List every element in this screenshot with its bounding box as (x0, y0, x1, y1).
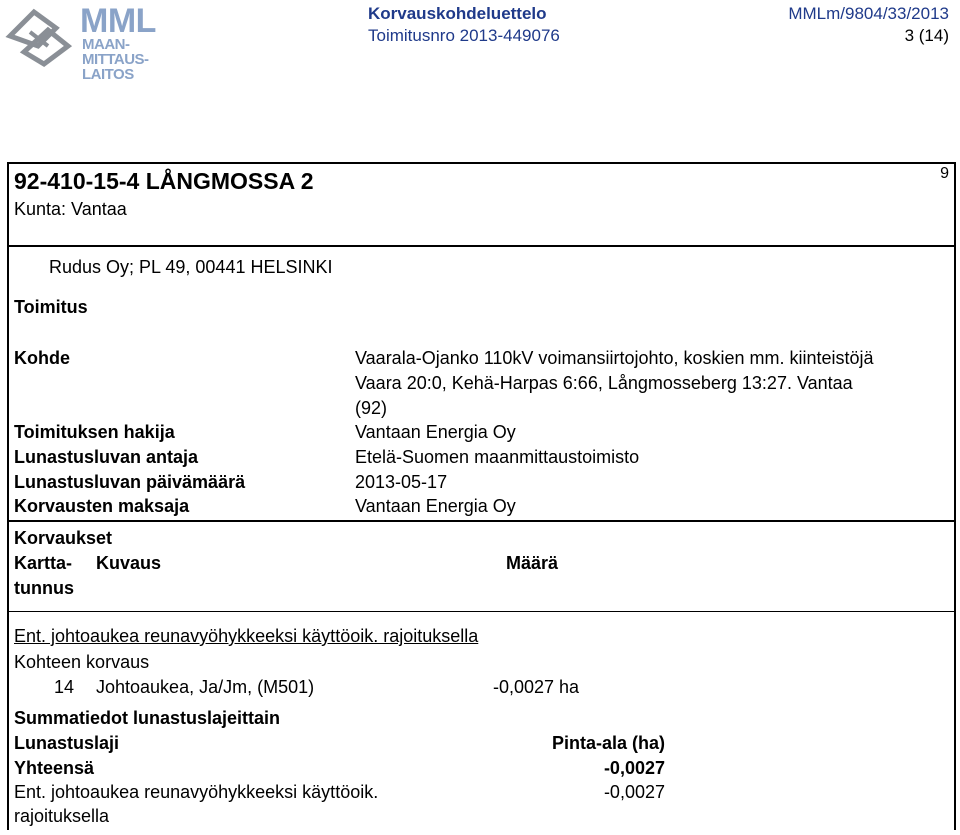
value-kohde-line-3: (92) (355, 398, 388, 418)
summary-total-value: -0,0027 (603, 758, 665, 778)
doc-ref: MMLm/9804/33/2013 (788, 4, 949, 23)
korvaukset-heading: Korvaukset (14, 528, 113, 548)
summary-col-area: Pinta-ala (ha) (551, 733, 665, 753)
property-title: 92-410-15-4 LÅNGMOSSA 2 (14, 168, 314, 194)
value-maksaja: Vantaan Energia Oy (355, 496, 516, 516)
col-header-description: Kuvaus (96, 553, 162, 573)
logo-line-2: MAAN- (82, 36, 130, 53)
value-luvan-antaja: Etelä-Suomen maanmittaustoimisto (355, 447, 640, 467)
delivery-number: Toimitusnro 2013-449076 (368, 26, 560, 45)
logo-line-4: LAITOS (82, 66, 134, 83)
summary-row-area: -0,0027 (603, 782, 665, 802)
toimitus-heading: Toimitus (14, 297, 88, 317)
doc-title: Korvauskohdeluettelo (368, 4, 547, 23)
value-kohde-line-1: Vaarala-Ojanko 110kV voimansiirtojohto, koskien mm. kiinteistöjä (355, 348, 874, 368)
summary-col-type: Lunastuslaji (14, 733, 120, 753)
col-header-amount: Määrä (506, 553, 559, 573)
logo-line-1: MML (80, 2, 156, 40)
compensation-group-title: Ent. johtoaukea reunavyöhykkeeksi käyttöoik. rajoituksella (14, 626, 479, 646)
label-luvan-paivamaara: Lunastusluvan päivämäärä (14, 472, 246, 492)
divider-before-korvaukset (7, 520, 956, 522)
label-hakija: Toimituksen hakija (14, 422, 175, 442)
label-maksaja: Korvausten maksaja (14, 496, 190, 516)
col-header-map-id-line-2: tunnus (14, 578, 74, 598)
item-description: Johtoaukea, Ja/Jm, (M501) (96, 677, 315, 697)
item-map-id: 14 (54, 677, 75, 697)
summary-row-type-line-2: rajoituksella (14, 806, 110, 826)
value-kohde-line-2: Vaara 20:0, Kehä-Harpas 6:66, Långmosseberg 13:27. Vantaa (355, 373, 853, 393)
label-kohde: Kohde (14, 348, 70, 368)
compensation-subgroup: Kohteen korvaus (14, 652, 150, 672)
label-luvan-antaja: Lunastusluvan antaja (14, 447, 199, 467)
summary-row-type-line-1: Ent. johtoaukea reunavyöhykkeeksi käyttöoik. (14, 782, 379, 802)
divider-right-column (954, 245, 956, 520)
col-header-map-id-line-1: Kartta- (14, 553, 73, 573)
page-number: 3 (14) (904, 26, 949, 45)
korvaukset-header-rule (7, 611, 956, 612)
value-luvan-paivamaara: 2013-05-17 (355, 472, 448, 492)
summary-total-label: Yhteensä (14, 758, 95, 778)
property-municipality: Kunta: Vantaa (14, 199, 127, 219)
property-number: 9 (940, 165, 949, 182)
property-owner: Rudus Oy; PL 49, 00441 HELSINKI (49, 257, 333, 277)
value-hakija: Vantaan Energia Oy (355, 422, 516, 442)
item-amount: -0,0027 ha (493, 677, 580, 697)
logo-line-3: MITTAUS- (82, 51, 149, 68)
logo-mark-icon (4, 6, 74, 70)
summary-heading: Summatiedot lunastuslajeittain (14, 708, 281, 728)
divider-under-title (7, 245, 956, 247)
